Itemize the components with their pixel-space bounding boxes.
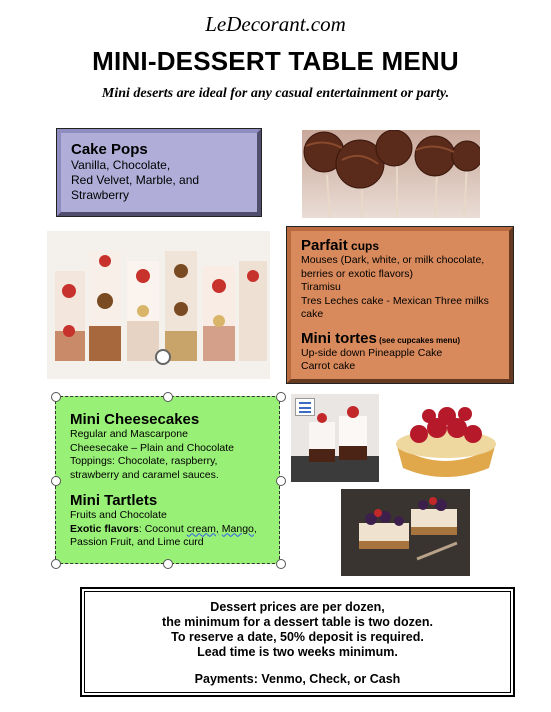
layout-options-icon[interactable] [295,398,315,416]
parfait-heading-suffix: cups [347,239,380,253]
cheesecakes-heading: Mini Cheesecakes [70,411,200,428]
mousse-cups-photo [291,394,379,482]
site-name: LeDecorant.com [205,12,346,36]
pricing-footer-box [81,588,514,696]
cake-pops-text: Vanilla, Chocolate, Red Velvet, Marble, and Strawberry [71,158,200,202]
tartlets-heading: Mini Tartlets [70,492,158,509]
tortes-note: (see cupcakes menu) [376,335,460,345]
resize-handle-right[interactable] [276,476,286,486]
resize-handle-bottom[interactable] [163,559,173,569]
parfait-items: Mouses (Dark, white, or milk chocolate, berries or exotic flavors) Tiramisu Tres Leches cake - Mexican Three milks cake [301,254,489,320]
resize-handle-bottom-left[interactable] [51,559,61,569]
cheesecakes-text: Regular and Mascarpone Cheesecake – Plain and Chocolate Toppings: Chocolate, raspberry, strawberry and caramel sauces. [70,428,235,481]
cake-pops-heading: Cake Pops [71,141,148,158]
payments-text: Payments: Venmo, Check, or Cash [194,672,401,686]
menu-title: MINI-DESSERT TABLE MENU [92,46,459,76]
cake-pops-photo [302,130,480,218]
parfait-box [287,227,513,383]
cake-pops-box [57,129,261,216]
mini-cheesecakes-box[interactable] [55,396,280,564]
berry-cheesecake-photo [341,489,470,576]
resize-handle-left[interactable] [51,476,61,486]
parfait-photo [47,231,270,379]
parfait-heading: Parfait [301,237,348,254]
tortes-heading: Mini tortes [301,329,377,347]
raspberry-tart-photo [389,394,502,482]
resize-handle-top-left[interactable] [51,392,61,402]
tagline: Mini deserts are ideal for any casual entertainment or party. [101,86,450,101]
resize-handle-top-right[interactable] [276,392,286,402]
pricing-text: Dessert prices are per dozen, the minimum for a dessert table is two dozen. To reserve a date, 50% deposit is required. Lead time is two weeks minimum. [162,600,433,659]
tortes-items: Up-side down Pineapple Cake Carrot cake [301,346,443,372]
tartlets-text: Fruits and Chocolate [70,509,167,521]
exotic-flavors-line: Exotic flavors: Coconut cream, Mango, Passion Fruit, and Lime curd [70,522,257,548]
resize-handle-bottom-right[interactable] [276,559,286,569]
rotate-handle-icon[interactable] [155,349,171,365]
resize-handle-top[interactable] [163,392,173,402]
